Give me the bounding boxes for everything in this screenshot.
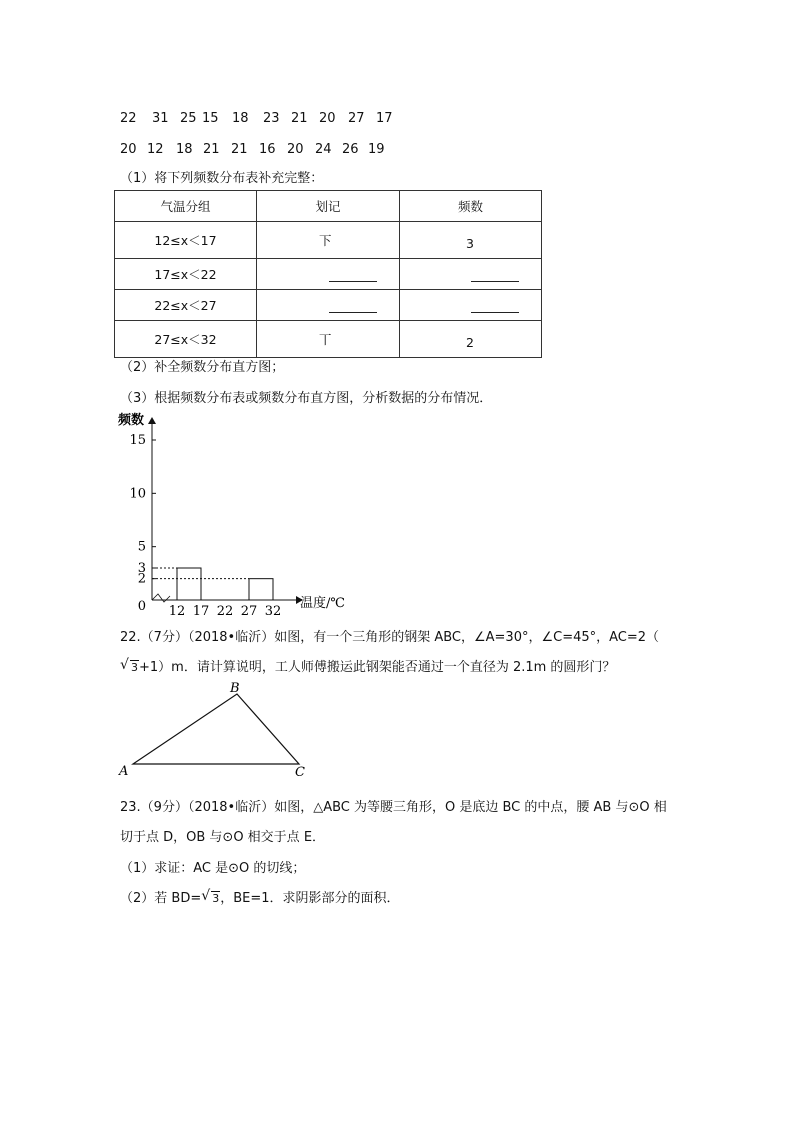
- cell-tally: [257, 290, 400, 321]
- data-value: 21: [291, 111, 308, 126]
- data-row-1: [120, 107, 400, 126]
- x-tick-label: 32: [264, 604, 282, 615]
- data-value: 22: [120, 111, 137, 126]
- sqrt-expression: [201, 888, 220, 906]
- cell-group: 27≤x＜32: [115, 321, 257, 358]
- triangle-abc: [133, 694, 299, 764]
- histogram-bar: [177, 568, 201, 600]
- frequency-histogram: [110, 410, 360, 615]
- y-tick-label: 5: [137, 539, 146, 555]
- data-value: 27: [348, 111, 365, 126]
- cell-group: 12≤x＜17: [115, 222, 257, 259]
- y-tick-label: 2: [137, 571, 146, 587]
- q23-part1: （1）求证：AC 是⊙O 的切线；: [120, 861, 306, 876]
- q22-line1: 22.（7分）（2018•临沂）如图，有一个三角形的钢架 ABC，∠A=30°，∠C=45°，AC=2（: [120, 630, 660, 645]
- sqrt-icon: √: [201, 888, 211, 904]
- answer-blank[interactable]: [471, 269, 519, 282]
- q22-line2-text: +1）m．请计算说明，工人师傅搬运此钢架能否通过一个直径为 2.1m 的圆形门？: [139, 660, 616, 675]
- q23-line1: 23.（9分）（2018•临沂）如图，△ABC 为等腰三角形，O 是底边 BC 的中点，腰 AB 与⊙O 相: [120, 800, 667, 815]
- q21-part1: （1）将下列频数分布表补充完整：: [120, 171, 324, 186]
- x-label: 温度/℃: [300, 596, 345, 611]
- sqrt-expression: [120, 657, 139, 675]
- header-group: 气温分组: [115, 191, 257, 222]
- data-value: 21: [203, 142, 220, 157]
- vertex-a-label: A: [119, 764, 129, 779]
- axis-break: [152, 594, 170, 602]
- cell-tally: 丅: [257, 321, 400, 358]
- header-freq: 频数: [400, 191, 542, 222]
- frequency-table: [114, 190, 542, 358]
- data-value: 25: [180, 111, 197, 126]
- data-value: 16: [259, 142, 276, 157]
- q23-line2: 切于点 D，OB 与⊙O 相交于点 E．: [120, 830, 326, 845]
- data-value: 20: [120, 142, 137, 157]
- x-tick-label: 27: [240, 604, 258, 615]
- data-value: 19: [368, 142, 385, 157]
- q23-part2-suffix: ，BE=1．求阴影部分的面积．: [220, 891, 400, 906]
- cell-freq: 2: [400, 321, 542, 358]
- y-tick-label: 10: [129, 486, 146, 502]
- data-value: 20: [287, 142, 304, 157]
- cell-group: 17≤x＜22: [115, 259, 257, 290]
- data-value: 18: [232, 111, 249, 126]
- answer-blank[interactable]: [471, 300, 519, 313]
- histogram-bar: [249, 579, 273, 600]
- x-tick-label: 17: [192, 604, 210, 615]
- cell-tally: [257, 259, 400, 290]
- sqrt-icon: √: [120, 657, 129, 673]
- cell-group: 22≤x＜27: [115, 290, 257, 321]
- radicand: 3: [212, 892, 220, 905]
- data-value: 31: [152, 111, 169, 126]
- vertex-c-label: C: [295, 765, 305, 780]
- answer-blank[interactable]: [329, 269, 377, 282]
- q21-part2: （2）补全频数分布直方图；: [120, 360, 285, 375]
- data-value: 26: [342, 142, 359, 157]
- data-value: 17: [376, 111, 393, 126]
- x-tick-label: 22: [216, 604, 234, 615]
- q23-part2: [120, 887, 400, 906]
- y-tick-label: 15: [129, 433, 146, 448]
- cell-tally: 下: [257, 222, 400, 259]
- data-value: 15: [202, 111, 219, 126]
- cell-freq: [400, 259, 542, 290]
- data-value: 21: [231, 142, 248, 157]
- triangle-figure: [115, 680, 315, 780]
- q23-part2-prefix: （2）若 BD=: [120, 891, 202, 906]
- data-value: 12: [147, 142, 164, 157]
- y-tick-label: 0: [137, 599, 146, 614]
- data-row-2: [120, 138, 392, 157]
- answer-blank[interactable]: [329, 300, 377, 313]
- data-value: 24: [315, 142, 332, 157]
- table-row: [115, 259, 542, 290]
- table-row: [115, 222, 542, 259]
- y-label: 频数: [118, 413, 145, 428]
- data-value: 18: [176, 142, 193, 157]
- cell-freq: 3: [400, 222, 542, 259]
- q21-part3: （3）根据频数分布表或频数分布直方图，分析数据的分布情况．: [120, 391, 493, 406]
- table-row: [115, 321, 542, 358]
- radicand: 3: [131, 661, 138, 674]
- data-value: 20: [319, 111, 336, 126]
- table-header-row: [115, 191, 542, 222]
- cell-freq: [400, 290, 542, 321]
- y-tick-label: 3: [137, 561, 146, 576]
- table-row: [115, 290, 542, 321]
- vertex-b-label: B: [230, 681, 240, 696]
- x-tick-label: 12: [168, 604, 186, 615]
- header-tally: 划记: [257, 191, 400, 222]
- q22-line2: [120, 656, 615, 675]
- data-value: 23: [263, 111, 280, 126]
